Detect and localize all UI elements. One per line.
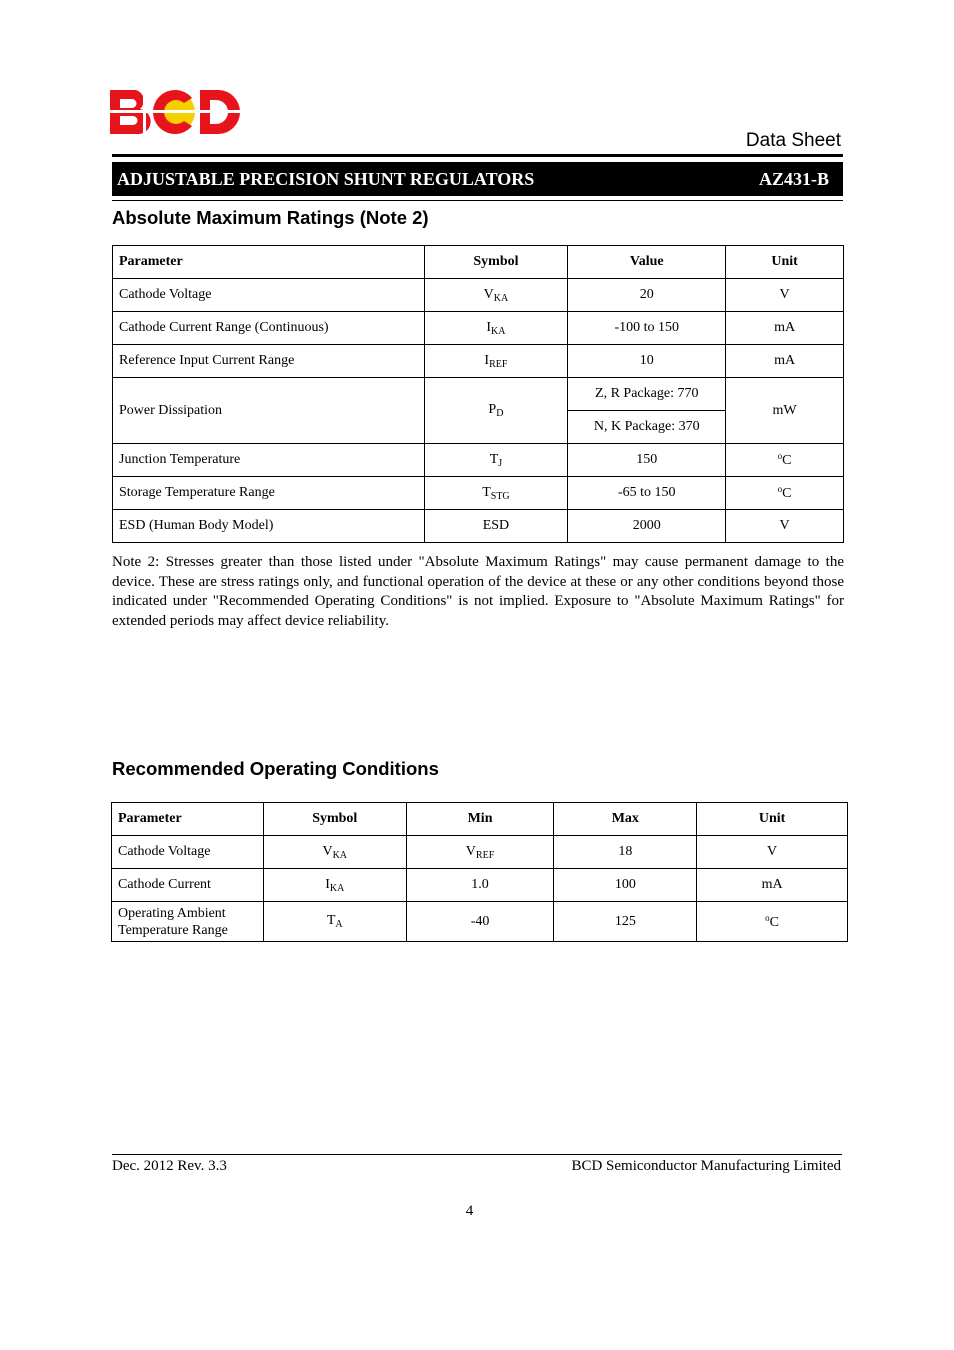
symbol-cell: $V_{KA}$ <box>424 279 568 312</box>
banner-rule <box>112 200 843 201</box>
symbol-cell: $T_A$ <box>263 902 406 942</box>
bcd-logo <box>110 88 242 136</box>
param-cell: Operating Ambient Temperature Range <box>112 902 264 942</box>
min-cell: 1.0 <box>406 869 554 902</box>
table-row <box>112 902 848 942</box>
title-banner <box>112 162 843 196</box>
symbol-cell: $T_J$ <box>424 444 568 477</box>
table-header-row <box>113 246 844 279</box>
column-header: Min <box>406 803 554 836</box>
banner-title: ADJUSTABLE PRECISION SHUNT REGULATORS <box>117 168 535 189</box>
table-row <box>113 279 844 312</box>
symbol-cell: $I_{KA}$ <box>424 312 568 345</box>
value-cell: 150 <box>568 444 726 477</box>
param-cell: Power Dissipation <box>113 378 425 444</box>
param-cell: Reference Input Current Range <box>113 345 425 378</box>
value-cell: -100 to 150 <box>568 312 726 345</box>
unit-cell: $^o$C <box>726 444 844 477</box>
column-header: Parameter <box>112 803 264 836</box>
table-header-row <box>112 803 848 836</box>
unit-cell: mA <box>726 345 844 378</box>
footer-rule <box>112 1154 842 1155</box>
table-row <box>113 345 844 378</box>
unit-cell: mW <box>726 378 844 444</box>
footer-company: BCD Semiconductor Manufacturing Limited <box>571 1158 841 1174</box>
table-row <box>113 510 844 543</box>
unit-cell: mA <box>726 312 844 345</box>
column-header: Unit <box>726 246 844 279</box>
table-row <box>113 378 844 411</box>
param-cell: Cathode Current Range (Continuous) <box>113 312 425 345</box>
footer-date-rev: Dec. 2012 Rev. 3.3 <box>112 1158 227 1174</box>
part-number: AZ431-B <box>758 168 829 189</box>
max-cell: 100 <box>554 869 697 902</box>
abs-max-table <box>112 245 844 543</box>
column-header: Parameter <box>113 246 425 279</box>
min-cell: -40 <box>406 902 554 942</box>
value-cell: 10 <box>568 345 726 378</box>
symbol-cell: $V_{KA}$ <box>263 836 406 869</box>
column-header: Unit <box>697 803 848 836</box>
table-row <box>113 444 844 477</box>
roc-heading: Recommended Operating Conditions <box>112 758 439 779</box>
symbol-cell: $P_D$ <box>424 378 568 444</box>
value-cell: N, K Package: 370 <box>568 411 726 444</box>
value-cell: Z, R Package: 770 <box>568 378 726 411</box>
table-row <box>112 869 848 902</box>
param-cell: ESD (Human Body Model) <box>113 510 425 543</box>
page-number: 4 <box>465 1203 474 1219</box>
symbol-cell: $I_{KA}$ <box>263 869 406 902</box>
param-cell: Junction Temperature <box>113 444 425 477</box>
column-header: Symbol <box>263 803 406 836</box>
table-row <box>112 836 848 869</box>
unit-cell: mA <box>697 869 848 902</box>
table-row <box>113 312 844 345</box>
symbol-cell: $T_{STG}$ <box>424 477 568 510</box>
value-cell: 20 <box>568 279 726 312</box>
unit-cell: $^o$C <box>726 477 844 510</box>
column-header: Value <box>568 246 726 279</box>
max-cell: 18 <box>554 836 697 869</box>
param-cell: Cathode Voltage <box>113 279 425 312</box>
min-cell: $V_{REF}$ <box>406 836 554 869</box>
value-cell: -65 to 150 <box>568 477 726 510</box>
max-cell: 125 <box>554 902 697 942</box>
unit-cell: $^o$C <box>697 902 848 942</box>
column-header: Max <box>554 803 697 836</box>
param-cell: Storage Temperature Range <box>113 477 425 510</box>
symbol-cell: ESD <box>424 510 568 543</box>
column-header: Symbol <box>424 246 568 279</box>
note-2: Note 2: Stresses greater than those listed under "Absolute Maximum Ratings" may cause permanent damage to the device. These are stress ratings only, and functional operation of the device at these or any other conditions beyond those indicated under "Recommended Operating Conditions" is not implied. Exposure to "Absolute Maximum Ratings" for extended periods may affect device reliability. <box>112 554 844 629</box>
roc-table <box>111 802 848 942</box>
header-rule <box>112 154 843 157</box>
param-cell: Cathode Current <box>112 869 264 902</box>
symbol-cell: $I_{REF}$ <box>424 345 568 378</box>
abs-max-heading: Absolute Maximum Ratings (Note 2) <box>112 207 429 228</box>
unit-cell: V <box>726 510 844 543</box>
unit-cell: V <box>697 836 848 869</box>
param-cell: Cathode Voltage <box>112 836 264 869</box>
value-cell: 2000 <box>568 510 726 543</box>
table-row <box>113 477 844 510</box>
unit-cell: V <box>726 279 844 312</box>
doc-type-label: Data Sheet <box>745 130 841 151</box>
